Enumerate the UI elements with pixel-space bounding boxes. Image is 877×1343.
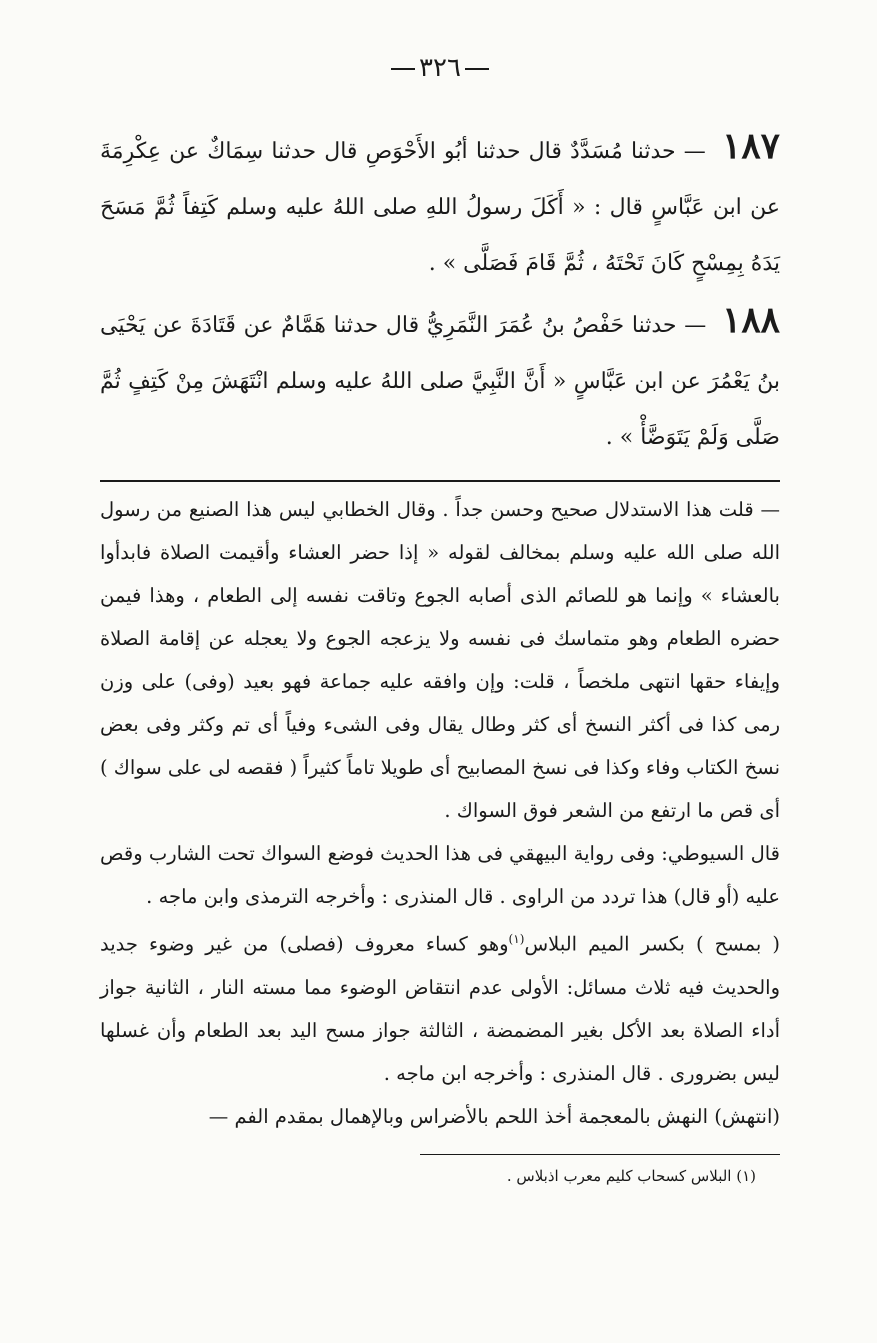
section-divider xyxy=(100,480,780,482)
commentary-paragraph: (انتهش) النهش بالمعجمة أخذ اللحم بالأضراس وبالإهمال بمقدم الفم — xyxy=(208,1104,780,1128)
page-number-dash-right xyxy=(465,68,489,70)
book-page xyxy=(100,48,780,1318)
commentary-paragraph xyxy=(100,918,780,1095)
page-number-text: ٣٢٦ xyxy=(419,53,461,83)
page-number xyxy=(100,48,780,88)
hadith-text: — حدثنا مُسَدَّدٌ قال حدثنا أبُو الأَحْوَصِ قال حدثنا سِمَاكٌ عن عِكْرِمَةَ عن ابن عَبَّاسٍ قال : « أَكَلَ رسولُ اللهِ صلى اللهُ عليه وسلم كَتِفاً ثُمَّ مَسَحَ يَدَهُ بِمِسْحٍ كَانَ تَحْتَهُ ، ثُمَّ قَامَ فَصَلَّى » . xyxy=(100,139,780,276)
commentary-text: ( بمسح ) بكسر الميم البلاس xyxy=(524,932,781,956)
footnote-divider xyxy=(420,1154,780,1155)
hadith-187 xyxy=(100,118,780,292)
hadith-number: ١٨٨ xyxy=(721,299,780,341)
hadith-number: ١٨٧ xyxy=(721,125,780,167)
hadith-section xyxy=(100,118,780,466)
footnote: (١) البلاس كسحاب كليم معرب اذبلاس . xyxy=(506,1166,756,1185)
page-number-dash-left xyxy=(391,68,415,70)
hadith-188 xyxy=(100,292,780,466)
commentary-paragraph: قال السيوطي: وفى رواية البيهقي فى هذا الحديث فوضع السواك تحت الشارب وقص عليه (أو قال) هذا تردد من الراوى . قال المنذرى : وأخرجه الترمذى وابن ماجه . xyxy=(100,842,780,908)
commentary-text: وهو كساء معروف (فصلى) من غير وضوء جديد والحديث فيه ثلاث مسائل: الأولى عدم انتقاض الوضوء مما مسته النار ، الثانية جواز أداء الصلاة بعد الأكل بغير المضمضة ، الثالثة جواز مسح اليد بعد الطعام وأن غسلها ليس بضرورى . قال المنذرى : وأخرجه ابن ماجه . xyxy=(100,932,780,1085)
commentary-paragraph: — قلت هذا الاستدلال صحيح وحسن جداً . وقال الخطابي ليس هذا الصنيع من رسول الله صلى الله عليه وسلم بمخالف لقوله « إذا حضر العشاء وأقيمت الصلاة فابدأوا بالعشاء » وإنما هو للصائم الذى أصابه الجوع وتاقت نفسه إلى الطعام ، وهذا فيمن حضره الطعام وهو متماسك فى نفسه ولا يزعجه الجوع ولا يعجله عن إقامة الصلاة وإيفاء حقها انتهى ملخصاً ، قلت: وإن وافقه عليه جماعة فهو بعيد (وفى) على وزن رمى كذا فى أكثر النسخ أى كثر وطال يقال وفى الشىء وفياً أى تم وكثر وفى بعض نسخ الكتاب وفاء وكذا فى نسخ المصابيح أى طويلا تاماً كثيراً ( فقصه لى على سواك ) أى قص ما ارتفع من الشعر فوق السواك . xyxy=(100,498,780,822)
hadith-text: — حدثنا حَفْصُ بنُ عُمَرَ النَّمَرِيُّ قال حدثنا هَمَّامٌ عن قَتَادَةَ عن يَحْيَى بنُ يَعْمُرَ عن ابن عَبَّاسٍ « أَنَّ النَّبِيَّ صلى اللهُ عليه وسلم انْتَهَشَ مِنْ كَتِفٍ ثُمَّ صَلَّى وَلَمْ يَتَوَضَّأْ » . xyxy=(100,313,780,450)
footnote-marker: (١) xyxy=(508,932,525,946)
commentary-section xyxy=(100,488,780,1138)
